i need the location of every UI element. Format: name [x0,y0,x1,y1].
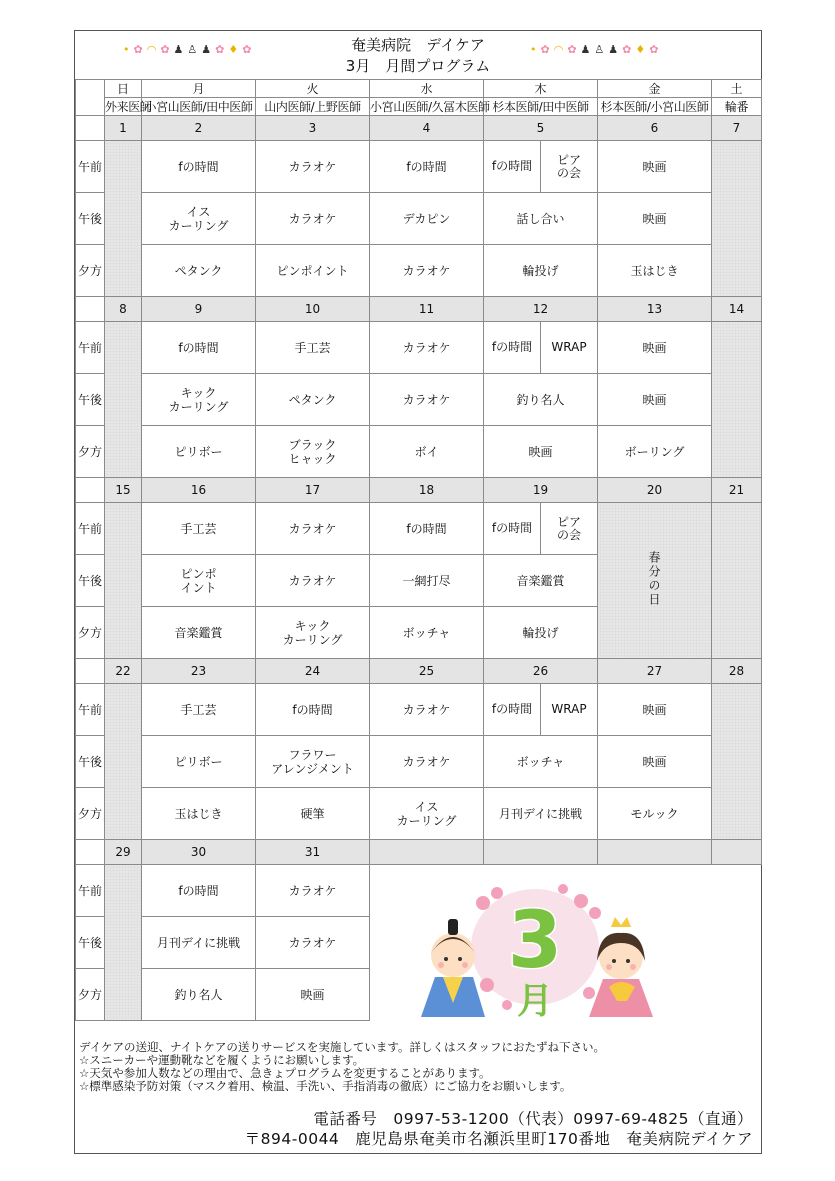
program-row [76,684,762,736]
program-name: 手工芸 [180,702,217,717]
program-cell [256,322,370,374]
program-name: カラオケ [402,702,451,717]
program-cell [142,141,256,193]
program-name: キック カーリング [168,385,229,414]
program-name: モルック [630,806,679,821]
program-cell [598,193,712,245]
program-name: 玉はじき [174,806,223,821]
program-cell [256,607,370,659]
program-cell [484,503,598,555]
program-cell [142,322,256,374]
sunday-closed-cell [105,865,142,1021]
program-calendar [75,79,762,1021]
program-row [76,426,762,478]
date-cell: 14 [712,297,762,322]
note-line: ☆天気や参加人数などの理由で、急きょプログラムを変更することがあります。 [79,1066,491,1080]
program-cell [256,245,370,297]
program-cell [598,788,712,840]
program-name: カラオケ [288,521,337,536]
program-cell [256,374,370,426]
split-program [484,141,597,192]
program-cell [142,788,256,840]
program-cell [142,503,256,555]
program-name: ボーリング [624,444,685,459]
date-row [76,478,762,503]
program-cell [484,426,598,478]
weekday-cell: 土 [712,80,762,98]
program-cell [256,917,370,969]
program-cell [142,969,256,1021]
date-cell: 19 [484,478,598,503]
program-name: イス カーリング [396,799,457,828]
program-cell [142,374,256,426]
program-name: 手工芸 [180,521,217,536]
saturday-closed-cell [712,141,762,297]
program-row [76,736,762,788]
program-name: fの時間 [491,159,533,173]
program-cell [256,969,370,1021]
time-slot-label: 午前 [76,503,105,555]
program-name: ボイ [414,444,439,459]
date-cell: 25 [370,659,484,684]
program-name: カラオケ [402,754,451,769]
program-name: 月刊デイに挑戦 [156,935,241,950]
date-cell: 30 [142,840,256,865]
saturday-closed-cell [712,503,762,659]
program-name: fの時間 [491,340,533,354]
sunday-closed-cell [105,503,142,659]
date-cell: 2 [142,116,256,141]
program-cell [484,788,598,840]
doctor-cell: 山内医師/上野医師 [256,98,370,116]
weekday-cell: 金 [598,80,712,98]
program-name: 映画 [528,444,553,459]
program-name: ピリボー [174,754,223,769]
program-row [76,322,762,374]
program-cell [256,503,370,555]
date-cell: 20 [598,478,712,503]
date-cell: 31 [256,840,370,865]
date-cell [598,840,712,865]
date-cell: 8 [105,297,142,322]
program-name: fの時間 [292,702,333,717]
program-cell [370,555,484,607]
program-cell [256,865,370,917]
blank-label-cell [76,297,105,322]
program-name: 釣り名人 [174,987,223,1002]
date-cell: 13 [598,297,712,322]
program-name: 映画 [642,392,667,407]
program-cell [598,141,712,193]
program-cell [484,193,598,245]
doctor-cell: 小宮山医師/田中医師 [142,98,256,116]
program-row [76,245,762,297]
doctor-cell: 杉本医師/田中医師 [484,98,598,116]
program-name: fの時間 [491,521,533,535]
program-name: カラオケ [288,573,337,588]
time-slot-label: 午前 [76,684,105,736]
program-cell [484,374,598,426]
program-name: fの時間 [491,702,533,716]
corner-cell [76,80,105,116]
month-kanji-art: 月 [516,981,554,1022]
date-cell [484,840,598,865]
program-cell [256,193,370,245]
program-cell [598,374,712,426]
flower-decoration-right: •✿◠✿♟♙♟✿♦✿ [530,43,663,56]
date-cell: 3 [256,116,370,141]
program-cell [142,193,256,245]
program-name: 一網打尽 [402,573,451,588]
program-cell [256,788,370,840]
program-cell [484,141,598,193]
program-cell [484,684,598,736]
program-cell [370,426,484,478]
program-name: 映画 [642,340,667,355]
facility-title: 奄美病院 デイケア [351,36,485,54]
program-name: カラオケ [402,263,451,278]
date-cell: 26 [484,659,598,684]
program-name: カラオケ [288,211,337,226]
program-cell [256,736,370,788]
program-row [76,374,762,426]
time-slot-label: 午後 [76,374,105,426]
program-cell [256,555,370,607]
program-name: 月刊デイに挑戦 [498,806,583,821]
date-cell: 6 [598,116,712,141]
program-cell [256,141,370,193]
doctor-cell: 外来医師 [105,98,142,116]
date-cell: 22 [105,659,142,684]
doctor-cell: 杉本医師/小宮山医師 [598,98,712,116]
program-name: ボッチャ [402,625,451,640]
program-cell [370,245,484,297]
program-name: カラオケ [288,935,337,950]
time-slot-label: 午前 [76,322,105,374]
program-name: 手工芸 [294,340,331,355]
month-program-title: 3月 月間プログラム [345,57,491,75]
time-slot-label: 午後 [76,555,105,607]
program-cell [370,374,484,426]
sunday-closed-cell [105,322,142,478]
split-program [484,684,597,735]
date-cell: 1 [105,116,142,141]
date-cell: 24 [256,659,370,684]
program-cell [598,684,712,736]
program-name: 音楽鑑賞 [516,573,565,588]
time-slot-label: 夕方 [76,426,105,478]
date-cell [712,840,762,865]
program-cell [256,426,370,478]
note-line: ☆スニーカーや運動靴などを履くようにお願いします。 [79,1053,365,1067]
split-program [484,322,597,373]
weekday-cell: 火 [256,80,370,98]
program-name: ピア の会 [540,503,597,554]
program-name: WRAP [540,322,597,373]
program-name: WRAP [540,684,597,735]
time-slot-label: 午前 [76,141,105,193]
program-name: 玉はじき [630,263,679,278]
program-name: デカピン [402,211,451,226]
address: 〒894-0044 鹿児島県奄美市名瀬浜里町170番地 奄美病院デイケア [244,1130,753,1148]
program-cell [142,555,256,607]
program-name: 映画 [642,754,667,769]
time-slot-label: 夕方 [76,607,105,659]
doctor-cell: 小宮山医師/久冨木医師 [370,98,484,116]
note-line: ☆標準感染予防対策（マスク着用、検温、手洗い、手指消毒の徹底）にご協力をお願いします。 [79,1079,572,1093]
program-name: カラオケ [288,883,337,898]
program-name: イス カーリング [168,204,229,233]
program-name: ボッチャ [516,754,565,769]
program-row [76,141,762,193]
date-cell: 9 [142,297,256,322]
program-name: 映画 [642,211,667,226]
time-slot-label: 午後 [76,917,105,969]
program-cell [484,736,598,788]
program-cell [484,245,598,297]
date-cell: 4 [370,116,484,141]
program-name: ピリボー [174,444,223,459]
program-cell [370,788,484,840]
time-slot-label: 夕方 [76,788,105,840]
program-name: ピンポイント [276,263,349,278]
hina-dolls-illustration [413,881,653,1022]
program-sheet [74,30,762,1154]
program-name: ペタンク [288,392,337,407]
time-slot-label: 夕方 [76,245,105,297]
program-name: fの時間 [178,159,219,174]
program-name: 輪投げ [522,625,559,640]
date-cell: 15 [105,478,142,503]
weekday-header-row [76,80,762,98]
date-cell: 5 [484,116,598,141]
program-cell [370,607,484,659]
program-name: ピア の会 [540,141,597,192]
program-cell [484,607,598,659]
saturday-closed-cell [712,684,762,840]
program-name: fの時間 [178,883,219,898]
weekday-cell: 水 [370,80,484,98]
blank-label-cell [76,478,105,503]
program-cell [598,736,712,788]
program-cell [370,503,484,555]
program-cell [142,684,256,736]
program-row [76,193,762,245]
time-slot-label: 夕方 [76,969,105,1021]
program-name: 映画 [642,702,667,717]
date-cell: 29 [105,840,142,865]
program-name: fの時間 [406,159,447,174]
doctor-header-row [76,98,762,116]
holiday-cell [598,503,712,659]
blank-label-cell [76,840,105,865]
notes [79,1041,605,1093]
saturday-closed-cell [712,322,762,478]
program-cell [370,193,484,245]
date-cell [370,840,484,865]
date-row [76,659,762,684]
program-cell [142,607,256,659]
program-cell [142,736,256,788]
program-cell [142,245,256,297]
program-name: カラオケ [402,340,451,355]
program-cell [598,322,712,374]
month-number-art: 3 [507,896,563,986]
program-cell [484,555,598,607]
blank-label-cell [76,116,105,141]
time-slot-label: 午後 [76,736,105,788]
program-cell [370,322,484,374]
program-name: fの時間 [406,521,447,536]
program-cell [370,684,484,736]
program-cell [142,917,256,969]
weekday-cell: 月 [142,80,256,98]
program-name: ペタンク [174,263,223,278]
date-cell: 10 [256,297,370,322]
date-cell: 21 [712,478,762,503]
program-cell [484,322,598,374]
program-name: ブラック ヒャック [288,437,337,466]
date-row [76,297,762,322]
program-name: 音楽鑑賞 [174,625,223,640]
date-cell: 28 [712,659,762,684]
time-slot-label: 午後 [76,193,105,245]
program-cell [598,245,712,297]
program-name: 輪投げ [522,263,559,278]
date-row [76,840,762,865]
program-name: 釣り名人 [516,392,565,407]
blank-label-cell [76,659,105,684]
program-cell [598,426,712,478]
sunday-closed-cell [105,684,142,840]
time-slot-label: 午前 [76,865,105,917]
date-cell: 16 [142,478,256,503]
date-cell: 12 [484,297,598,322]
date-row [76,116,762,141]
flower-decoration-left: •✿◠✿♟♙♟✿♦✿ [123,43,256,56]
program-name: フラワー アレンジメント [271,747,354,776]
program-name: キック カーリング [282,618,343,647]
program-cell [256,684,370,736]
date-cell: 11 [370,297,484,322]
phone-number: 電話番号 0997-53-1200（代表）0997-69-4825（直通） [313,1110,753,1128]
date-cell: 18 [370,478,484,503]
program-cell [142,865,256,917]
split-program [484,503,597,554]
program-name: カラオケ [288,159,337,174]
sunday-closed-cell [105,141,142,297]
program-cell [142,426,256,478]
program-name: 硬筆 [300,806,325,821]
program-name: 映画 [642,159,667,174]
date-cell: 27 [598,659,712,684]
weekday-cell: 日 [105,80,142,98]
program-cell [370,141,484,193]
program-name: 映画 [300,987,325,1002]
program-name: 話し合い [516,211,565,226]
date-cell: 17 [256,478,370,503]
doctor-cell: 輪番 [712,98,762,116]
program-name: fの時間 [178,340,219,355]
weekday-cell: 木 [484,80,598,98]
date-cell: 7 [712,116,762,141]
program-row [76,788,762,840]
note-line: デイケアの送迎、ナイトケアの送りサービスを実施しています。詳しくはスタッフにおたずね下さい。 [79,1040,606,1054]
program-name: ピンポ イント [180,566,217,595]
program-row [76,503,762,555]
program-cell [370,736,484,788]
program-name: カラオケ [402,392,451,407]
date-cell: 23 [142,659,256,684]
holiday-name: 春分の日 [647,551,661,607]
